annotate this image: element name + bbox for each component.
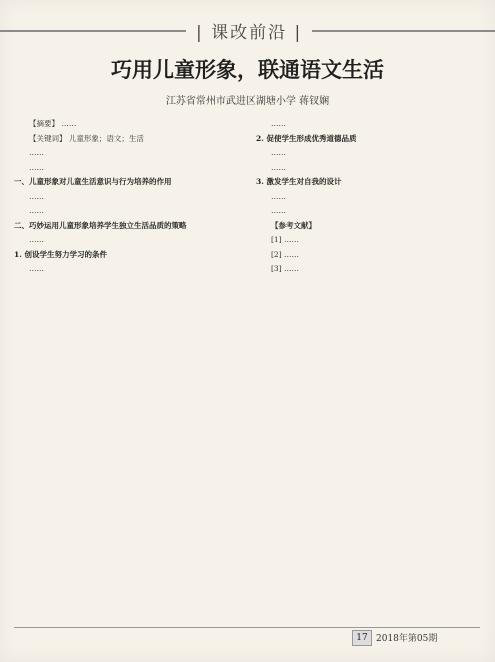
column-label	[186, 18, 312, 44]
left-column	[14, 118, 240, 626]
intro-paragraph: ……	[29, 148, 44, 157]
subsection-heading: 2. 促使学生形成优秀道德品质	[256, 133, 357, 143]
reference-item: [2] ……	[271, 249, 300, 259]
body-paragraph: ……	[271, 162, 286, 172]
article-title: 巧用儿童形象，联通语文生活	[111, 57, 384, 82]
section-heading: 二、巧妙运用儿童形象培养学生独立生活品质的策略	[14, 220, 187, 230]
body-paragraph: ……	[271, 119, 286, 128]
abstract: 【摘要】 ……	[29, 119, 77, 128]
section-heading: 一、儿童形象对儿童生活意识与行为培养的作用	[14, 177, 172, 186]
reference-item: [1] ……	[271, 235, 300, 244]
subsection-heading: 3. 激发学生对自我的设计	[256, 177, 342, 186]
column-header	[0, 10, 495, 43]
keywords: 【关键词】 儿童形象；语文；生活	[29, 133, 144, 143]
body-paragraph: ……	[29, 191, 44, 201]
page-number: 17	[352, 630, 372, 646]
header-open-bracket: |	[196, 23, 204, 43]
header-label-text: 课改前沿	[211, 23, 288, 43]
body-paragraph: ……	[271, 191, 286, 201]
reference-item: [3] ……	[271, 264, 300, 273]
footer-rule	[14, 627, 480, 628]
body-paragraph: ……	[271, 148, 286, 157]
header-close-bracket: |	[294, 23, 303, 43]
body-paragraph: ……	[29, 206, 44, 215]
issue-label: 2018年第05期	[376, 634, 438, 644]
page-footer	[0, 630, 495, 650]
body-paragraph: ……	[29, 235, 44, 244]
body-paragraph: ……	[271, 206, 286, 215]
references-heading: 【参考文献】	[271, 220, 316, 230]
right-column	[256, 118, 482, 626]
body-paragraph: ……	[29, 264, 44, 273]
subsection-heading: 1. 创设学生努力学习的条件	[14, 249, 107, 259]
author-line: 江苏省常州市武进区湖塘小学 蒋钗娴	[165, 96, 330, 107]
intro-paragraph: ……	[29, 162, 44, 172]
